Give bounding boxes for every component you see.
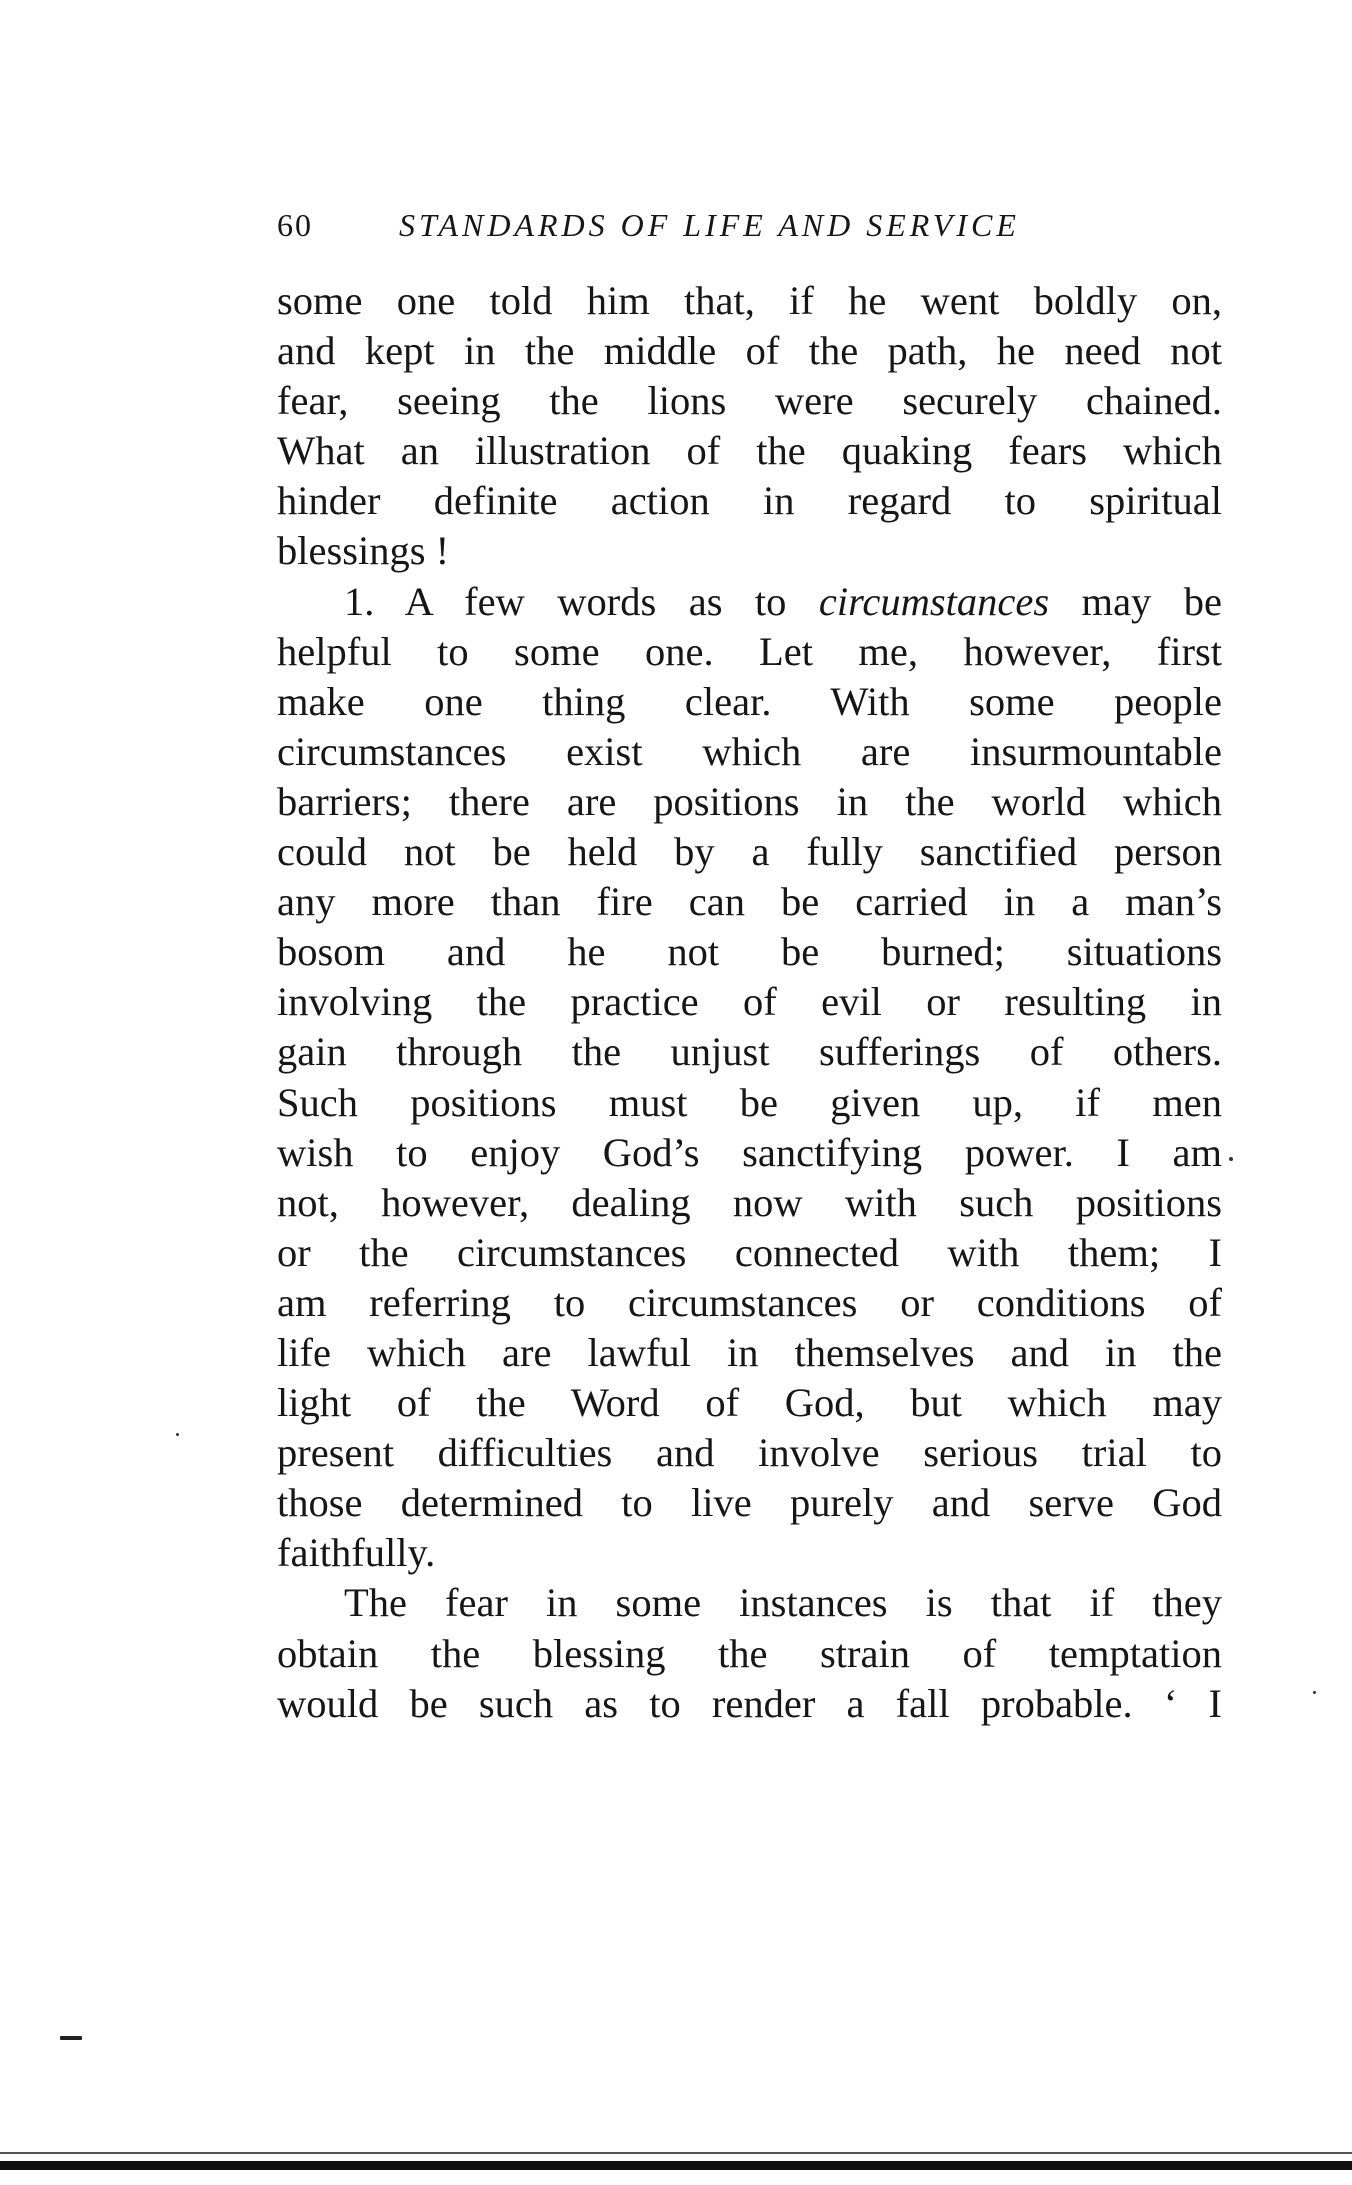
text-line: would be such as to render a fall probable. ‘ I	[277, 1680, 1222, 1726]
text-line: present difficulties and involve serious trial to	[277, 1430, 1222, 1476]
text-line: The fear in some instances is that if they	[344, 1580, 1222, 1626]
text-line: involving the practice of evil or resulting in	[277, 979, 1222, 1025]
text-line: faithfully.	[277, 1530, 436, 1576]
text-line: light of the Word of God, but which may	[277, 1380, 1222, 1426]
scan-edge-thin	[0, 2152, 1352, 2154]
scan-speck	[176, 1433, 179, 1436]
page-number: 60	[277, 207, 313, 243]
text-fragment: may be	[1049, 578, 1222, 624]
scan-speck	[1313, 1691, 1316, 1694]
text-line: life which are lawful in themselves and in the	[277, 1329, 1222, 1375]
text-line: obtain the blessing the strain of temptation	[277, 1630, 1222, 1676]
scan-speck	[60, 2036, 82, 2040]
text-line: Such positions must be given up, if men	[277, 1079, 1222, 1125]
text-line: wish to enjoy God’s sanctifying power. I am	[277, 1129, 1222, 1175]
running-head	[277, 200, 1222, 250]
text-line: What an illustration of the quaking fears which	[277, 428, 1222, 474]
text-line: any more than fire can be carried in a man’s	[277, 879, 1222, 925]
text-fragment: 1. A few words as to	[344, 578, 819, 624]
text-line: fear, seeing the lions were securely chained.	[277, 378, 1222, 424]
text-line: gain through the unjust sufferings of others.	[277, 1029, 1222, 1075]
text-line: blessings !	[277, 528, 450, 574]
text-line: not, however, dealing now with such positions	[277, 1179, 1222, 1225]
text-line: or the circumstances connected with them; I	[277, 1229, 1222, 1275]
text-line: and kept in the middle of the path, he need not	[277, 328, 1222, 374]
text-line: circumstances exist which are insurmountable	[277, 728, 1222, 774]
text-line: hinder definite action in regard to spiritual	[277, 478, 1222, 524]
text-line: some one told him that, if he went boldly on,	[277, 278, 1222, 323]
text-line	[277, 577, 1222, 627]
text-line: barriers; there are positions in the world which	[277, 778, 1222, 824]
scan-edge-rule	[0, 2161, 1352, 2170]
text-line: those determined to live purely and serve God	[277, 1480, 1222, 1526]
text-line: make one thing clear. With some people	[277, 678, 1222, 724]
text-line: helpful to some one. Let me, however, first	[277, 628, 1222, 674]
scan-speck	[1229, 1157, 1233, 1161]
body-text	[277, 276, 1222, 1729]
text-line: bosom and he not be burned; situations	[277, 929, 1222, 975]
text-line: am referring to circumstances or conditions of	[277, 1279, 1222, 1325]
text-line: could not be held by a fully sanctified person	[277, 829, 1222, 875]
running-title: STANDARDS OF LIFE AND SERVICE	[399, 207, 1020, 243]
italic-term: circumstances	[818, 578, 1050, 624]
